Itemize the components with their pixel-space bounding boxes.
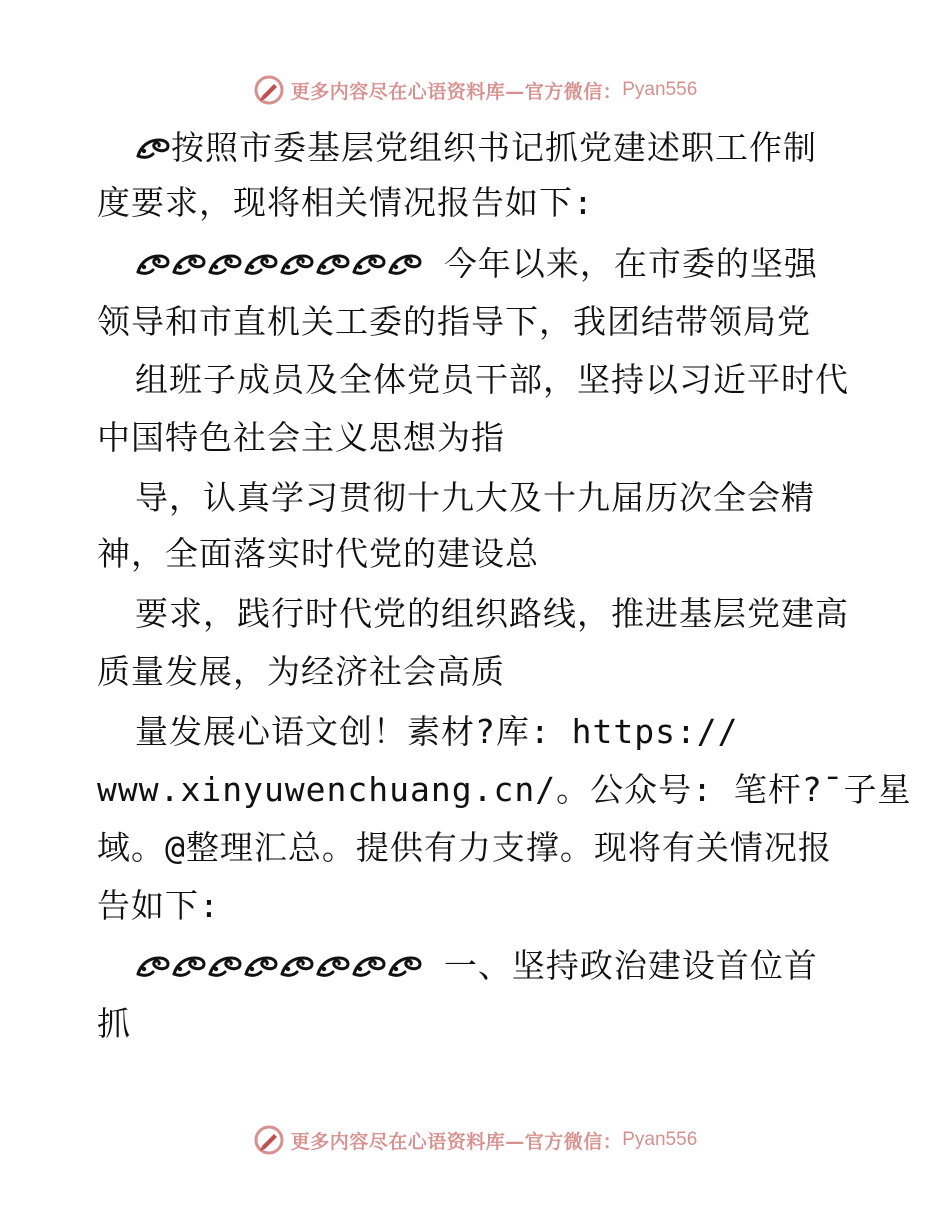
para2-line2: 领导和市直机关工委的指导下，我团结带领局党	[97, 302, 811, 341]
leaf-bullet-icon	[315, 250, 351, 278]
para1-line1: 按照市委基层党组织书记抓党建述职工作制	[135, 128, 817, 168]
header-watermark-banner	[0, 70, 950, 110]
para3-line1: 一、坚持政治建设首位首	[135, 946, 818, 986]
leaf-bullet-icon	[207, 250, 243, 278]
leaf-bullet-icon	[135, 134, 171, 162]
leaf-bullet-icon	[243, 250, 279, 278]
leaf-bullet-icon	[387, 952, 423, 980]
leaf-bullet-icon	[135, 250, 171, 278]
leaf-bullet-icon	[279, 952, 315, 980]
pen-logo-icon	[253, 74, 285, 106]
para1-line2: 度要求，现将相关情况报告如下:	[97, 183, 594, 222]
para2-line4: 中国特色社会主义思想为指	[97, 418, 505, 457]
leaf-bullet-icon	[351, 952, 387, 980]
leaf-bullet-icon	[351, 250, 387, 278]
leaf-bullet-icon	[279, 250, 315, 278]
para3-line2: 抓	[97, 1004, 131, 1043]
footer-watermark-banner	[0, 1120, 950, 1160]
leaf-bullet-icon	[387, 250, 423, 278]
para2-line6: 神，全面落实时代党的建设总	[97, 534, 539, 573]
banner-text: 更多内容尽在心语资料库—官方微信：	[290, 80, 623, 103]
leaf-bullet-row	[135, 946, 444, 985]
banner-handle: Pyan556	[622, 79, 698, 100]
para2-line11: 域。@整理汇总。提供有力支撑。现将有关情况报	[97, 828, 832, 867]
leaf-bullet-icon	[135, 952, 171, 980]
para2-line3: 组班子成员及全体党员干部，坚持以习近平时代	[135, 360, 849, 399]
para2-line5: 导，认真学习贯彻十九大及十九届历次全会精	[135, 478, 815, 517]
banner-handle: Pyan556	[622, 1129, 698, 1150]
leaf-bullet-icon	[315, 952, 351, 980]
leaf-bullet-row	[135, 244, 444, 283]
para2-line10: www.xinyuwenchuang.cn/。公众号: 笔杆?¯子星	[97, 770, 912, 809]
pen-logo-icon	[253, 1124, 285, 1156]
leaf-bullet-icon	[171, 952, 207, 980]
banner-text: 更多内容尽在心语资料库—官方微信：	[290, 1130, 623, 1153]
para2-line12: 告如下:	[97, 886, 220, 925]
para2-line8: 质量发展，为经济社会高质	[97, 652, 505, 691]
leaf-bullet-icon	[243, 952, 279, 980]
para2-line1: 今年以来，在市委的坚强	[135, 244, 818, 284]
para2-line7: 要求，践行时代党的组织路线，推进基层党建高	[135, 594, 849, 633]
leaf-bullet-icon	[171, 250, 207, 278]
leaf-bullet-icon	[207, 952, 243, 980]
para2-line9: 量发展心语文创！素材?库: https://	[135, 712, 739, 751]
